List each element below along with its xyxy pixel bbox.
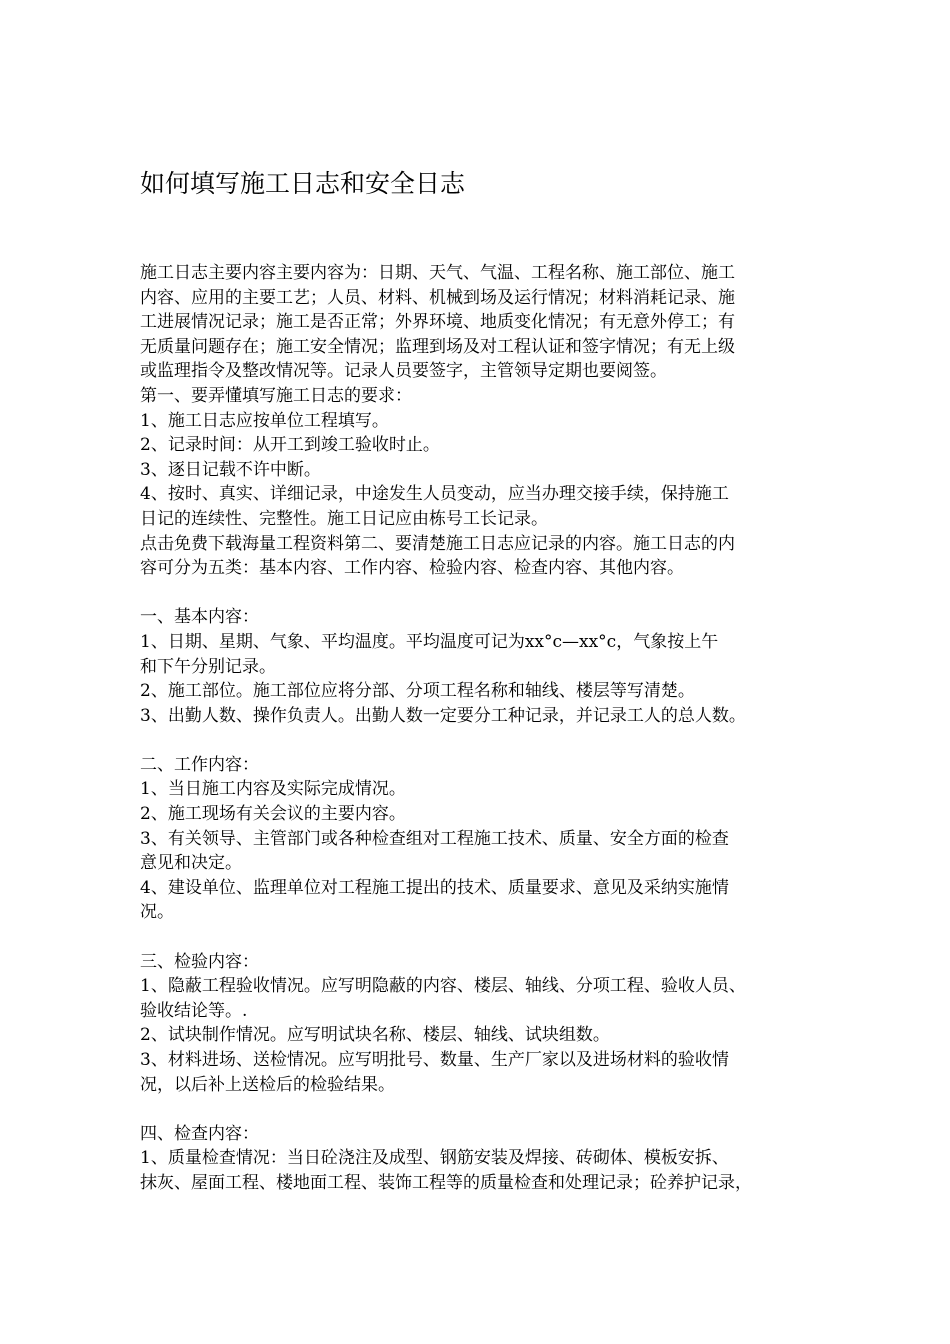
blank-line [140,728,820,753]
text-line: 二、工作内容： [140,754,259,775]
text-line: 无质量问题存在；施工安全情况；监理到场及对工程认证和签字情况；有无上级 [140,336,735,357]
blank-line [140,1097,820,1122]
text-line: 一、基本内容： [140,607,259,628]
text-line: 况，以后补上送检后的检验结果。 [140,1074,395,1095]
text-line: 1、隐蔽工程验收情况。应写明隐蔽的内容、楼层、轴线、分项工程、验收人员、 [140,976,746,997]
text-line: 工进展情况记录；施工是否正常；外界环境、地质变化情况；有无意外停工；有 [140,312,735,333]
text-line: 三、检验内容： [140,951,259,972]
text-line: 1、日期、星期、气象、平均温度。平均温度可记为xx°c—xx°c，气象按上午 [140,631,719,652]
text-line: 况。 [140,902,174,923]
text-line: 2、记录时间：从开工到竣工验收时止。 [140,435,440,456]
text-line: 3、出勤人数、操作负责人。出勤人数一定要分工种记录，并记录工人的总人数。 [140,705,746,726]
text-line: 1、当日施工内容及实际完成情况。 [140,779,406,800]
text-line: 或监理指令及整改情况等。记录人员要签字，主管领导定期也要阅签。 [140,361,667,382]
text-line: 四、检查内容： [140,1123,259,1144]
text-line: 日记的连续性、完整性。施工日记应由栋号工长记录。 [140,508,548,529]
text-line: 4、建设单位、监理单位对工程施工提出的技术、质量要求、意见及采纳实施情 [140,877,729,898]
text-line: 点击免费下载海量工程资料第二、要清楚施工日志应记录的内容。施工日志的内 [140,533,735,554]
text-line: 3、有关领导、主管部门或各种检查组对工程施工技术、质量、安全方面的检查 [140,828,729,849]
blank-line [140,925,820,950]
text-line: 抹灰、屋面工程、楼地面工程、装饰工程等的质量检查和处理记录；砼养护记录， [140,1172,752,1193]
text-line: 和下午分别记录。 [140,656,276,677]
blank-line [140,581,820,606]
text-line: 容可分为五类：基本内容、工作内容、检验内容、检查内容、其他内容。 [140,558,684,579]
text-line: 2、施工部位。施工部位应将分部、分项工程名称和轴线、楼层等写清楚。 [140,681,695,702]
text-line: 内容、应用的主要工艺；人员、材料、机械到场及运行情况；材料消耗记录、施 [140,287,735,308]
text-line: 第一、要弄懂填写施工日志的要求： [140,385,412,406]
text-line: 验收结论等。. [140,1000,248,1021]
text-line: 3、逐日记载不许中断。 [140,459,321,480]
text-line: 4、按时、真实、详细记录，中途发生人员变动，应当办理交接手续，保持施工 [140,484,729,505]
text-line: 意见和决定。 [140,853,242,874]
document-body [140,261,820,1196]
text-line: 1、施工日志应按单位工程填写。 [140,410,389,431]
document-title: 如何填写施工日志和安全日志 [140,169,466,198]
text-line: 2、试块制作情况。应写明试块名称、楼层、轴线、试块组数。 [140,1025,610,1046]
text-line: 施工日志主要内容主要内容为：日期、天气、气温、工程名称、施工部位、施工 [140,263,735,283]
text-line: 1、质量检查情况：当日砼浇注及成型、钢筋安装及焊接、砖砌体、模板安拆、 [140,1148,729,1169]
text-line: 3、材料进场、送检情况。应写明批号、数量、生产厂家以及进场材料的验收情 [140,1050,729,1070]
text-line: 2、施工现场有关会议的主要内容。 [140,804,406,825]
